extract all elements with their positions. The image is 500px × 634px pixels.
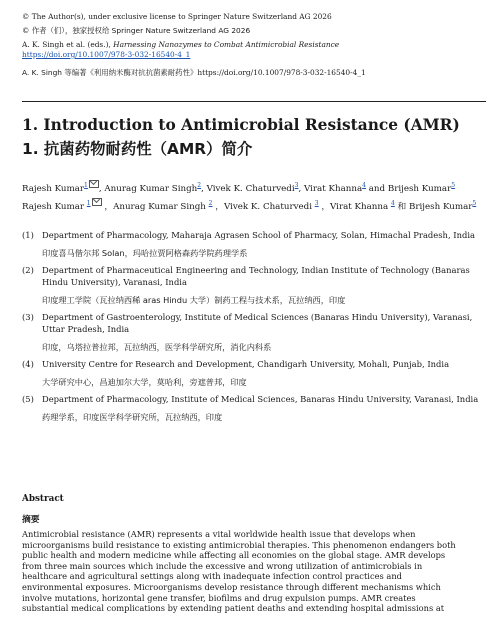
abstract-line: involve mutations, horizontal gene transfer, biofilms and drug expulsion pumps. AMR creates [22, 592, 416, 603]
author-name: Rajesh Kumar [22, 184, 85, 194]
book-editors: A. K. Singh et al. (eds.), [22, 40, 114, 49]
affiliation-en: Department of Pharmacology, Institute of Medical Sciences, Banaras Hindu University, Varanasi, India [42, 394, 479, 404]
cn-ref-url: https://doi.org/10.1007/978-3-032-16540-4_1 [197, 68, 366, 77]
author-list-cn [22, 198, 484, 213]
abstract-line: public health and modern medicine while affecting all economies on the global stage. AMR develops [22, 550, 446, 561]
author-name: Vivek K. Chaturvedi [206, 184, 295, 194]
affiliation-item [22, 311, 484, 358]
author-name: Virat Khanna [330, 202, 391, 212]
doi-link[interactable]: https://doi.org/10.1007/978-3-032-16540-4_1 [22, 50, 191, 59]
affiliation-cn: 印度喜马偕尔邦 Solan，玛哈拉贾阿格森药学院药理学系 [42, 248, 248, 258]
affiliation-ref[interactable]: 5 [472, 200, 477, 208]
affiliation-item [22, 229, 484, 264]
affiliation-ref[interactable]: 3 [294, 182, 299, 190]
author-name: Brijesh Kumar [408, 202, 473, 212]
abstract-line: Antimicrobial resistance (AMR) represents a vital worldwide health issue that develops when [22, 529, 416, 539]
affiliation-item [22, 358, 484, 393]
author-separator: , [98, 184, 105, 194]
abstract-line: environmental exposures. Microorganisms develop resistance through different mechanisms which [22, 581, 441, 592]
author-name: Vivek K. Chaturvedi [223, 202, 315, 212]
copyright-line-en: © The Author(s), under exclusive license to Springer Nature Switzerland AG 2026 [22, 12, 332, 21]
author-separator: 和 [394, 202, 409, 212]
affiliation-en: Department of Pharmacology, Maharaja Agrasen School of Pharmacy, Solan, Himachal Pradesh, India [42, 230, 476, 240]
book-citation [22, 40, 484, 50]
abstract-line: healthcare and agricultural settings along with inadequate infection control practices and [22, 571, 402, 582]
copyright-line-cn: © 作者（们），独家授权给 Springer Nature Switzerland AG 2026 [22, 26, 251, 35]
affiliation-item [22, 264, 484, 311]
affiliation-item [22, 393, 484, 428]
affiliation-ref[interactable]: 4 [362, 182, 366, 190]
affiliation-text [42, 229, 484, 264]
abstract-heading-cn: 摘要 [22, 515, 40, 525]
author-name: Brijesh Kumar [387, 184, 452, 194]
email-icon[interactable] [92, 198, 102, 206]
affiliation-ref[interactable]: 3 [314, 200, 319, 208]
affiliation-cn: 药理学系，印度医学科学研究所，瓦拉纳西，印度 [42, 412, 223, 422]
front-matter [22, 12, 484, 78]
author-separator: ， [212, 202, 224, 212]
cn-citation [22, 68, 484, 78]
affiliation-cn: 印度理工学院（瓦拉纳西稀 aras Hindu 大学）制药工程与技术系，瓦拉纳西，印度 [42, 295, 346, 305]
affiliation-en: Department of Gastroenterology, Institute of Medical Sciences (Banaras Hindu University), Varanasi, Uttar Pradesh, India [42, 312, 473, 334]
author-separator: ， [318, 202, 331, 212]
abstract-line: microorganisms build resistance to existing antimicrobial therapies. This phenomenon endangers both [22, 539, 456, 550]
affiliation-cn: 大学研究中心，昌迪加尔大学，莫哈利，旁遮普邦，印度 [42, 377, 247, 387]
affiliation-number: (2) [22, 265, 34, 275]
abstract-heading-en: Abstract [22, 494, 64, 504]
affiliation-en: University Centre for Research and Development, Chandigarh University, Mohali, Punjab, India [42, 359, 450, 369]
chapter-title-cn: 1. 抗菌药物耐药性（AMR）简介 [22, 140, 253, 158]
affiliation-en: Department of Pharmaceutical Engineering and Technology, Indian Institute of Technology (Banaras Hindu University), Varanasi, India [42, 265, 470, 287]
affiliation-ref[interactable]: 4 [390, 200, 395, 208]
affiliation-ref[interactable]: 5 [451, 182, 456, 190]
affiliation-ref[interactable]: 2 [197, 182, 202, 190]
affiliation-number: (5) [22, 394, 34, 404]
author-separator: , [298, 184, 304, 194]
author-list-en [22, 180, 484, 195]
affiliation-ref[interactable]: 1 [86, 200, 91, 208]
author-name: Anurag Kumar Singh [104, 184, 198, 194]
affiliation-number: (4) [22, 359, 34, 369]
author-separator: ， [101, 202, 114, 212]
author-name: Rajesh Kumar [22, 202, 87, 212]
affiliation-cn: 印度，乌塔拉普拉邦，瓦拉纳西，医学科学研究所，消化内科系 [42, 342, 272, 352]
affiliation-text [42, 393, 484, 428]
affiliation-ref[interactable]: 2 [208, 200, 213, 208]
chapter-title-en: 1. Introduction to Antimicrobial Resistance (AMR) [22, 116, 460, 134]
affiliation-text [42, 264, 484, 311]
author-name: Anurag Kumar Singh [113, 202, 209, 212]
abstract-line: from three main sources which include the excessive and wrong utilization of antimicrobials in [22, 560, 423, 571]
affiliation-number: (3) [22, 312, 34, 322]
affiliation-text [42, 311, 484, 358]
author-separator: , [201, 184, 207, 194]
book-title: Harnessing Nanozymes to Combat Antimicrobial Resistance [113, 40, 340, 49]
abstract-line: substantial medical complications by extending patient deaths and extending hospital admissions at [22, 603, 445, 614]
cn-ref-prefix: A. K. Singh 等编著《利用纳米酶对抗抗菌素耐药性》 [22, 68, 198, 77]
affiliation-ref[interactable]: 1 [84, 182, 88, 190]
author-name: Virat Khanna [304, 184, 363, 194]
author-separator: and [365, 184, 388, 194]
affiliation-list [22, 229, 484, 428]
header-divider [22, 101, 486, 102]
abstract-body [22, 529, 484, 614]
email-icon[interactable] [89, 180, 99, 188]
affiliation-number: (1) [22, 230, 34, 240]
affiliation-text [42, 358, 484, 393]
